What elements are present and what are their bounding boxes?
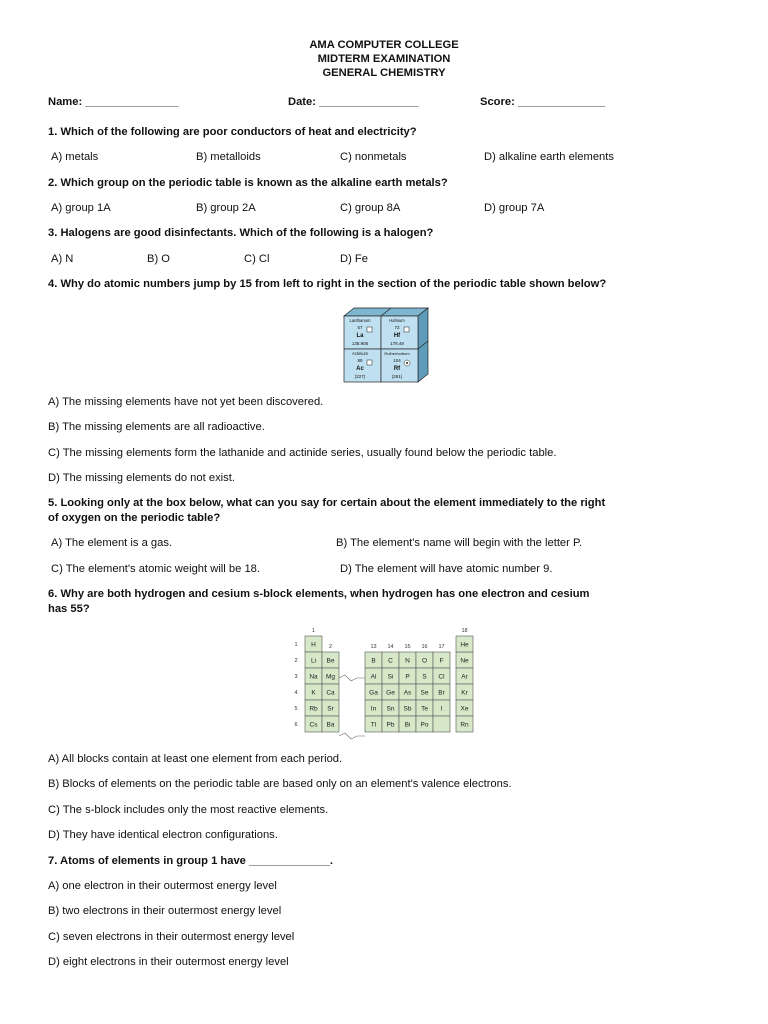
question-1: 1. Which of the following are poor conductors of heat and electricity? [48,126,417,138]
element-ne-symbol: Ne [460,657,469,665]
question-5-line-1: 5. Looking only at the box below, what can you say for certain about the element immediately to the right [48,497,606,509]
question-3: 3. Halogens are good disinfectants. Which of the following is a halogen? [48,227,434,239]
q1-option-c: C) nonmetals [340,151,407,163]
actinium-number: 89 [357,358,363,363]
element-ca-symbol: Ca [326,689,335,697]
q7-option-d: D) eight electrons in their outermost energy level [48,956,289,968]
q2-option-b: B) group 2A [196,202,256,214]
element-ga-symbol: Ga [369,689,378,697]
element-k-symbol: K [311,689,316,697]
q4-option-d: D) The missing elements do not exist. [48,472,235,484]
element-po-symbol: Po [420,721,429,729]
element-te-symbol: Te [421,705,428,713]
element-sr-symbol: Sr [327,705,334,713]
college-title: AMA COMPUTER COLLEGE [309,39,459,51]
element-ba-symbol: Ba [326,721,335,729]
element-se-symbol: Se [420,689,429,697]
element-blank-cell [433,716,450,732]
q2-option-a: A) group 1A [51,202,111,214]
solid-state-icon [367,327,372,332]
element-p-symbol: P [405,673,410,681]
period-label-1: 1 [294,642,298,648]
lanthanum-number: 57 [357,325,363,330]
element-f-symbol: F [439,657,444,665]
q1-option-d: D) alkaline earth elements [484,151,614,163]
element-li-symbol: Li [310,657,317,665]
lanthanide-actinide-figure [340,306,430,384]
q7-option-c: C) seven electrons in their outermost energy level [48,931,295,943]
question-4: 4. Why do atomic numbers jump by 15 from left to right in the section of the periodic table shown below? [48,278,607,290]
question-7: 7. Atoms of elements in group 1 have _____________. [48,855,333,867]
element-sn-symbol: Sn [386,705,395,713]
actinium-mass: (227) [354,374,366,379]
group-label-15: 15 [404,644,411,650]
element-tl-symbol: Tl [370,721,377,729]
period-label-5: 5 [294,706,298,712]
question-2: 2. Which group on the periodic table is known as the alkaline earth metals? [48,177,448,189]
hafnium-name: Hafnium [389,318,405,323]
element-he-symbol: He [460,641,469,649]
question-6-line-1: 6. Why are both hydrogen and cesium s-block elements, when hydrogen has one electron and cesium [48,588,590,600]
group-label-17: 17 [438,644,445,650]
omitted-block-break-icon [339,733,365,739]
period-label-4: 4 [294,690,298,696]
element-kr-symbol: Kr [461,689,468,697]
q5-option-a: A) The element is a gas. [51,537,173,549]
element-mg-symbol: Mg [325,673,336,681]
date-field: Date: ________________ [288,96,419,108]
element-h-symbol: H [311,641,316,649]
element-i-symbol: I [440,705,443,713]
solid-state-icon [404,327,409,332]
element-as-symbol: As [403,689,412,697]
synthetic-state-dot-icon [406,362,408,364]
lanthanum-symbol: La [356,333,364,339]
period-label-2: 2 [294,658,298,664]
q7-option-b: B) two electrons in their outermost energy level [48,905,282,917]
q1-option-b: B) metalloids [196,151,261,163]
group-label-14: 14 [387,644,394,650]
period-label-6: 6 [294,722,298,728]
element-ge-symbol: Ge [386,689,395,697]
q3-option-d: D) Fe [340,253,368,265]
actinium-symbol: Ac [356,366,364,372]
q4-option-b: B) The missing elements are all radioactive. [48,421,265,433]
element-xe-symbol: Xe [460,705,469,713]
element-b-symbol: B [371,657,376,665]
element-rb-symbol: Rb [309,705,318,713]
element-cs-symbol: Cs [309,721,318,729]
rutherfordium-number: 104 [393,358,401,363]
element-ar-symbol: Ar [461,673,468,681]
element-n-symbol: N [405,657,410,665]
q6-option-a: A) All blocks contain at least one element from each period. [48,753,343,765]
q3-option-c: C) Cl [244,253,270,265]
exam-title: MIDTERM EXAMINATION [317,53,451,65]
element-s-symbol: S [422,673,427,681]
rutherfordium-mass: (261) [391,374,403,379]
q4-option-c: C) The missing elements form the lathanide and actinide series, usually found below the periodic table. [48,447,557,459]
element-si-symbol: Si [387,673,394,681]
q6-option-d: D) They have identical electron configurations. [48,829,278,841]
element-be-symbol: Be [326,657,335,665]
solid-state-icon [367,360,372,365]
score-field: Score: ______________ [480,96,606,108]
q5-option-b: B) The element's name will begin with the letter P. [336,537,583,549]
omitted-block-break-icon [339,675,365,681]
group-label-13: 13 [370,644,377,650]
hafnium-mass: 178.49 [390,341,404,346]
element-c-symbol: C [388,657,393,665]
q5-option-c: C) The element's atomic weight will be 18. [51,563,260,575]
element-o-symbol: O [421,657,428,665]
q6-option-b: B) Blocks of elements on the periodic table are based only on an element's valence electrons. [48,778,512,790]
q3-option-a: A) N [51,253,74,265]
periodic-table-figure [286,624,482,744]
q6-option-c: C) The s-block includes only the most reactive elements. [48,804,329,816]
element-rn-symbol: Rn [460,721,469,729]
element-bi-symbol: Bi [404,721,411,729]
group-label-18: 18 [461,628,468,634]
element-pb-symbol: Pb [386,721,395,729]
element-na-symbol: Na [309,673,318,681]
period-label-3: 3 [294,674,298,680]
q4-option-a: A) The missing elements have not yet been discovered. [48,396,324,408]
group-label-16: 16 [421,644,428,650]
group-label-2: 2 [328,644,333,650]
element-sb-symbol: Sb [403,705,412,713]
hafnium-symbol: Hf [393,333,401,339]
element-br-symbol: Br [438,689,445,697]
question-5-line-2: of oxygen on the periodic table? [48,512,221,524]
hafnium-number: 72 [394,325,400,330]
rutherfordium-name: Rutherfordium [384,351,410,356]
q2-option-c: C) group 8A [340,202,401,214]
name-field: Name: _______________ [48,96,179,108]
element-cl-symbol: Cl [438,673,445,681]
q7-option-a: A) one electron in their outermost energy level [48,880,277,892]
question-6-line-2: has 55? [48,603,90,615]
lanthanum-mass: 138.906 [351,341,369,346]
q2-option-d: D) group 7A [484,202,545,214]
q5-option-d: D) The element will have atomic number 9. [340,563,553,575]
rutherfordium-symbol: Rf [393,366,401,372]
subject-title: GENERAL CHEMISTRY [322,67,446,79]
q3-option-b: B) O [147,253,170,265]
actinium-name: Actinium [351,351,369,356]
group-label-1: 1 [311,628,316,634]
lanthanum-name: Lanthanum [349,318,371,323]
element-al-symbol: Al [370,673,377,681]
element-in-symbol: In [370,705,377,713]
q1-option-a: A) metals [51,151,99,163]
